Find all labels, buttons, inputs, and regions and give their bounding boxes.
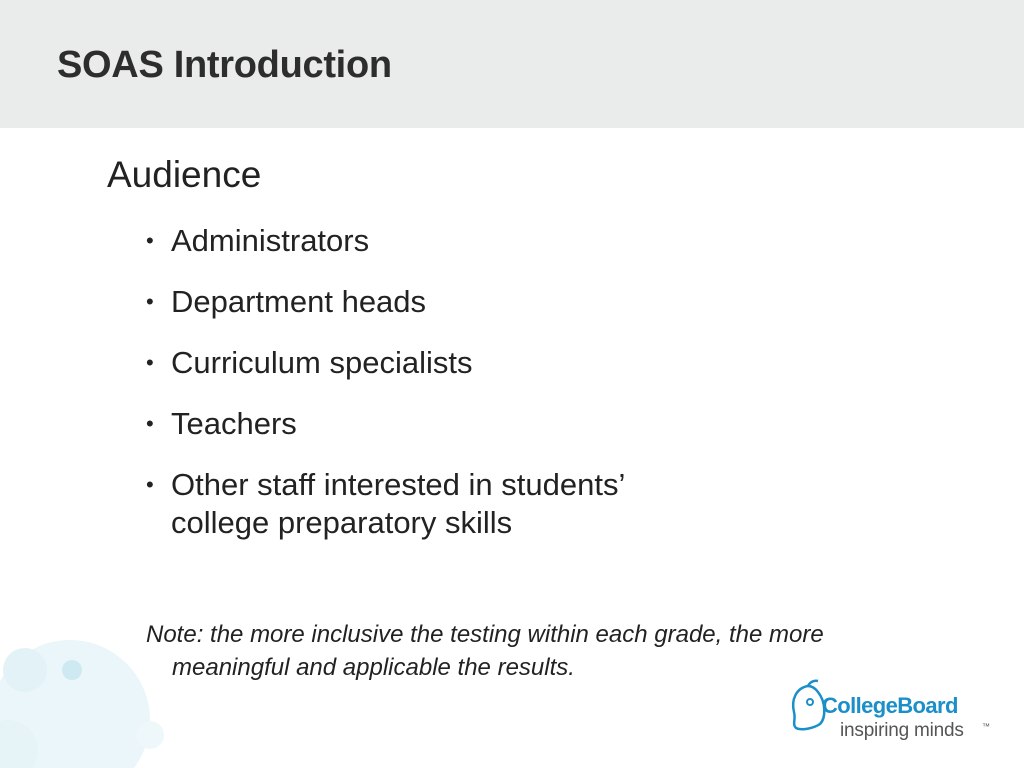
bullet-dot: • (146, 472, 154, 497)
list-item-text: college preparatory skills (171, 505, 513, 540)
list-item (146, 466, 766, 542)
college-board-logo (788, 676, 998, 746)
list-item-text: Teachers (171, 406, 297, 441)
bullet-dot: • (146, 228, 154, 253)
bullet-dot: • (146, 350, 154, 375)
audience-list (146, 222, 766, 565)
list-item-text: Administrators (171, 223, 370, 258)
list-item (146, 405, 766, 443)
list-item-text: Curriculum specialists (171, 345, 473, 380)
list-item (146, 283, 766, 321)
list-item (146, 222, 766, 260)
bullet-dot: • (146, 411, 154, 436)
logo-tagline: inspiring minds (840, 720, 964, 741)
list-item (146, 344, 766, 382)
audience-heading: Audience (107, 154, 262, 195)
logo-wordmark: CollegeBoard (822, 693, 958, 718)
list-item-text: Other staff interested in students’ (171, 467, 626, 502)
note-text: Note: the more inclusive the testing within each grade, the more meaningful and applicable the results. (146, 621, 824, 681)
list-item-text: Department heads (171, 284, 427, 319)
bullet-dot: • (146, 289, 154, 314)
slide-title: SOAS Introduction (57, 44, 392, 86)
trademark-mark: ™ (982, 722, 990, 731)
